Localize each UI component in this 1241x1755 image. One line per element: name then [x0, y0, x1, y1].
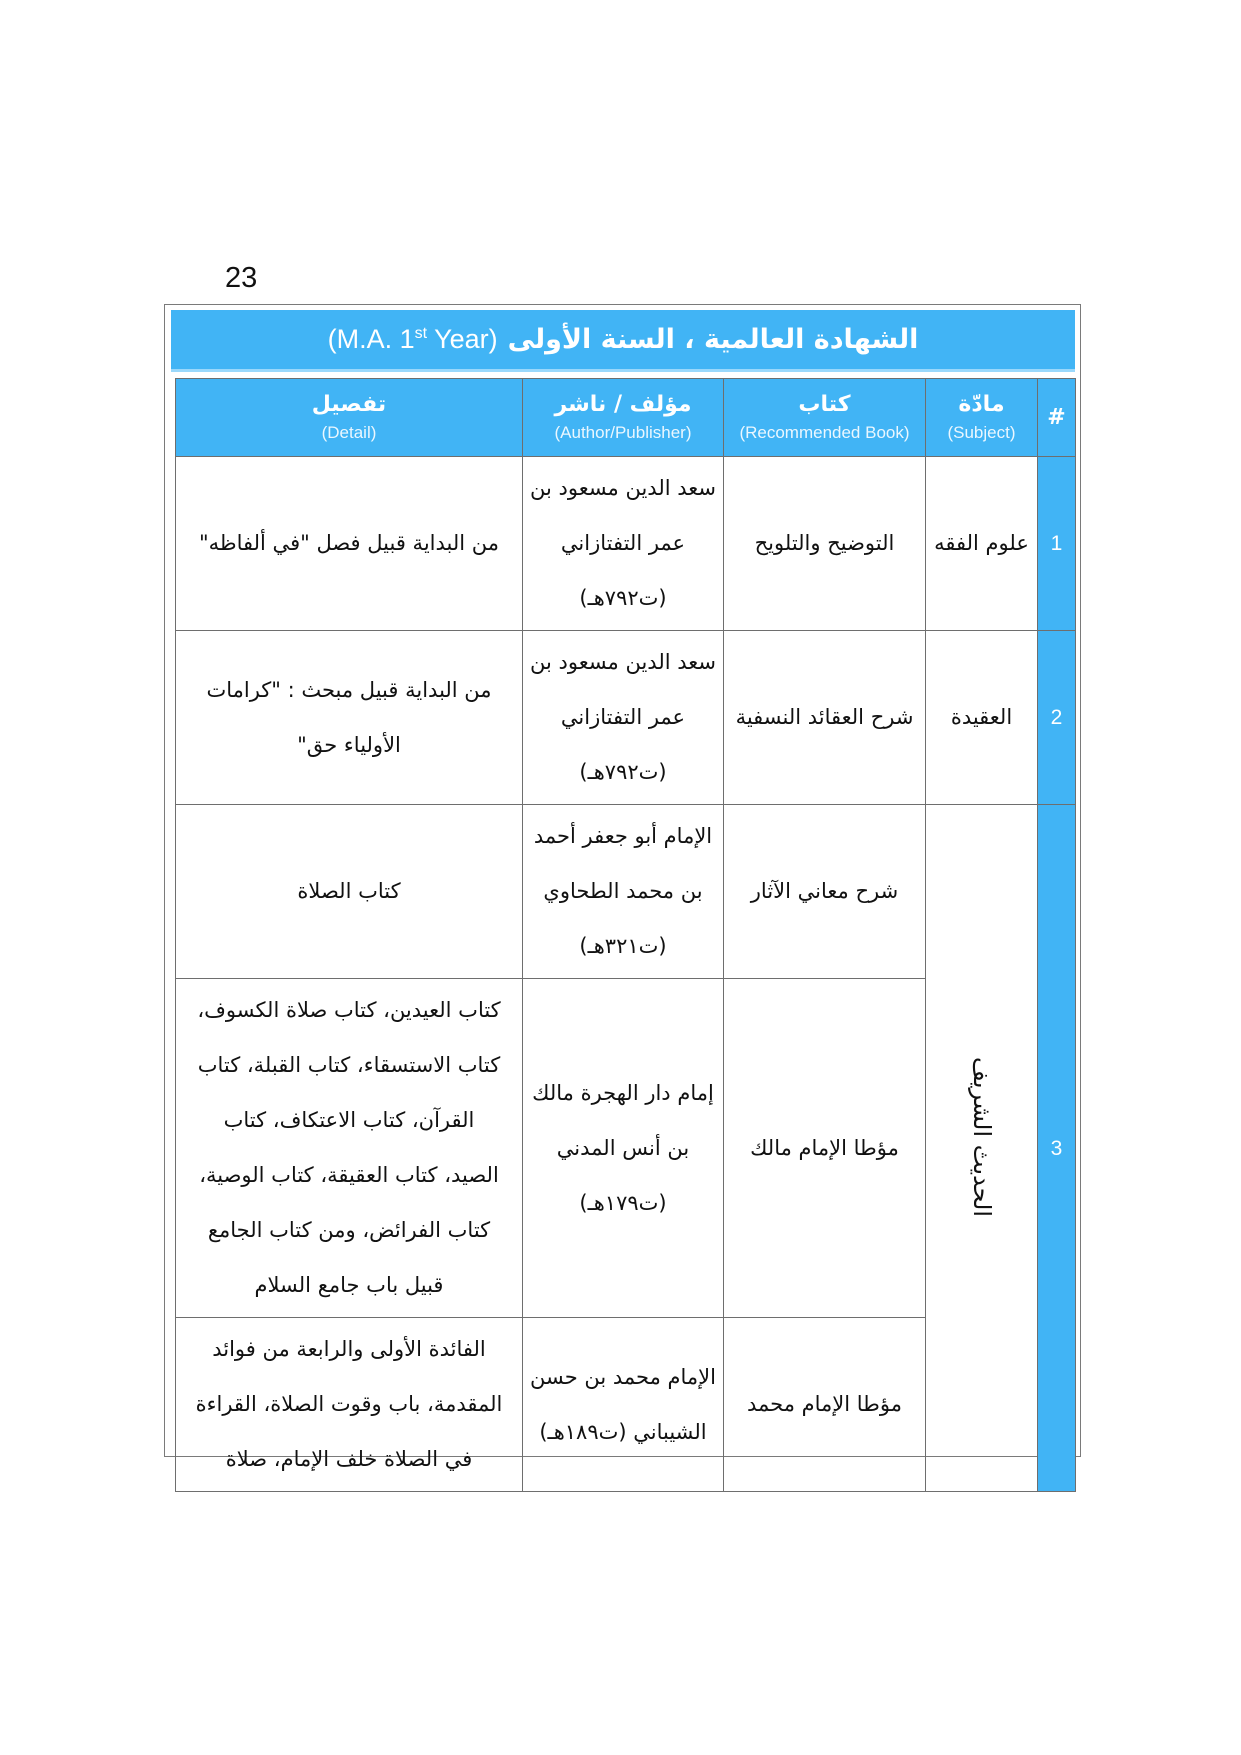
author-line: سعد الدين مسعود بن [529, 476, 716, 500]
row-number: 2 [1038, 631, 1076, 805]
header-row [176, 379, 1076, 457]
header-book-en: (Recommended Book) [739, 423, 910, 442]
author-line: إمام دار الهجرة مالك [532, 1080, 714, 1105]
subject-cell: العقيدة [926, 631, 1038, 805]
book-cell: التوضيح والتلويح [724, 457, 926, 631]
subject-vertical-text: الحديث الشريف [967, 1057, 996, 1218]
header-book-ar: كتاب [798, 392, 851, 417]
header-book [724, 379, 926, 457]
header-author [523, 379, 724, 457]
detail-line: القرآن، كتاب الاعتكاف، كتاب [223, 1108, 475, 1132]
row-number: 1 [1038, 457, 1076, 631]
author-line: عمر التفتازاني [560, 705, 686, 729]
detail-line: كتاب الصلاة [297, 879, 401, 903]
table-row [176, 805, 1076, 979]
detail-line: الأولياء حق" [297, 732, 401, 757]
book-cell: شرح العقائد النسفية [724, 631, 926, 805]
header-subject-en: (Subject) [947, 423, 1016, 442]
table-row [176, 457, 1076, 631]
curriculum-table [175, 378, 1076, 1492]
row-number: 3 [1038, 805, 1076, 1492]
detail-line: كتاب الفرائض، ومن كتاب الجامع [207, 1218, 491, 1242]
detail-cell [176, 457, 523, 631]
author-line: (ت٣٢١هـ) [579, 934, 667, 958]
detail-line: الصيد، كتاب العقيقة، كتاب الوصية، [199, 1163, 499, 1187]
author-line: (ت١٧٩هـ) [579, 1190, 667, 1215]
table-row [176, 631, 1076, 805]
header-subject-ar: مادّة [958, 392, 1005, 417]
detail-line: من البداية قبيل فصل "في ألفاظه" [199, 531, 499, 555]
page-number: 23 [225, 262, 258, 294]
author-line: بن أنس المدني [556, 1135, 690, 1160]
detail-cell [176, 979, 523, 1318]
author-line: (ت٧٩٢هـ) [579, 586, 667, 610]
title-english: (M.A. 1st Year) [327, 324, 498, 354]
title-arabic: الشهادة العالمية ، السنة الأولى [507, 324, 919, 355]
detail-line: كتاب الاستسقاء، كتاب القبلة، كتاب [197, 1053, 501, 1077]
detail-line: من البداية قبيل مبحث : "كرامات [206, 677, 492, 702]
detail-cell [176, 1318, 523, 1492]
header-detail [176, 379, 523, 457]
book-cell: شرح معاني الآثار [724, 805, 926, 979]
author-line: الإمام أبو جعفر أحمد [533, 824, 713, 848]
author-cell [523, 805, 724, 979]
header-author-en: (Author/Publisher) [554, 423, 692, 442]
title-bar [171, 310, 1075, 372]
author-line: (ت٧٩٢هـ) [579, 760, 667, 784]
detail-line: قبيل باب جامع السلام [254, 1273, 444, 1297]
author-cell [523, 979, 724, 1318]
detail-line: كتاب العيدين، كتاب صلاة الكسوف، [197, 998, 501, 1022]
detail-cell [176, 631, 523, 805]
header-num: # [1038, 379, 1076, 457]
header-detail-ar: تفصيل [311, 392, 387, 417]
detail-line: في الصلاة خلف الإمام، صلاة [225, 1447, 473, 1471]
book-cell: مؤطا الإمام مالك [724, 979, 926, 1318]
author-line: الإمام محمد بن حسن [530, 1364, 716, 1389]
header-subject [926, 379, 1038, 457]
author-line: سعد الدين مسعود بن [529, 650, 716, 674]
subject-cell [926, 805, 1038, 1492]
book-cell: مؤطا الإمام محمد [724, 1318, 926, 1492]
subject-cell: علوم الفقه [926, 457, 1038, 631]
header-author-ar: مؤلف / ناشر [554, 392, 692, 417]
author-cell [523, 457, 724, 631]
author-line: الشيباني (ت١٨٩هـ) [539, 1419, 707, 1444]
author-cell [523, 1318, 724, 1492]
detail-line: الفائدة الأولى والرابعة من فوائد [212, 1337, 486, 1361]
author-line: عمر التفتازاني [560, 531, 686, 555]
author-cell [523, 631, 724, 805]
detail-cell [176, 805, 523, 979]
detail-line: المقدمة، باب وقوت الصلاة، القراءة [195, 1392, 503, 1416]
header-detail-en: (Detail) [321, 423, 377, 442]
author-line: بن محمد الطحاوي [543, 879, 703, 903]
